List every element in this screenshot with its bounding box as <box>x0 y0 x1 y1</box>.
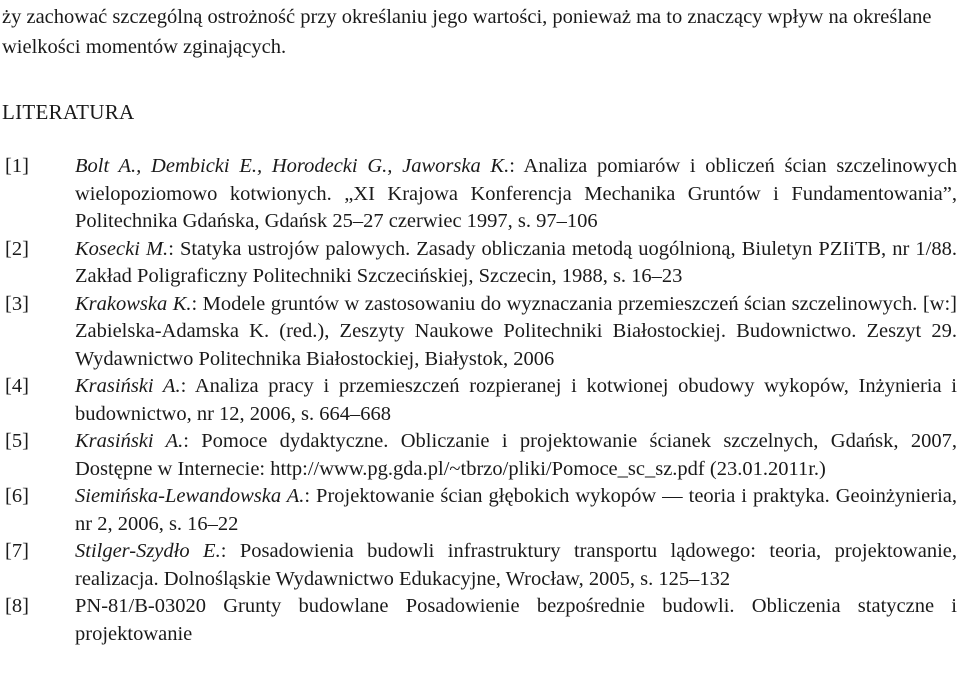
reference-item <box>2 483 957 538</box>
reference-author: Bolt A., Dembicki E., Horodecki G., Jaworska K. <box>75 155 510 177</box>
reference-item <box>2 428 957 483</box>
reference-item <box>2 236 957 291</box>
reference-text <box>75 373 957 428</box>
reference-number: [6] <box>5 485 29 507</box>
reference-text <box>75 291 957 374</box>
reference-item <box>2 373 957 428</box>
reference-text <box>75 428 957 483</box>
reference-item <box>2 593 957 648</box>
reference-author: Kosecki M. <box>75 237 169 260</box>
reference-text <box>75 153 957 236</box>
reference-details: : Projektowanie ścian głębokich wykopów — teoria i praktyka. Geoinżynieria, nr 2, 2006, s. 16–22 <box>75 485 957 535</box>
reference-number: [2] <box>5 237 29 260</box>
reference-text <box>75 236 957 291</box>
intro-paragraph: ży zachować szczególną ostrożność przy określaniu jego wartości, ponieważ ma to znaczący wpływ na określane wielkości momentów zginających. <box>2 6 932 58</box>
reference-details: : Pomoce dydaktyczne. Obliczanie i projektowanie ścianek szczelnych, Gdańsk, 2007, Dostępne w Internecie: http://www.pg.gda.pl/~tbrzo/pliki/Pomoce_sc_sz.pdf (23.01.2011r.) <box>75 430 957 480</box>
reference-details: PN-81/B-03020 Grunty budowlane Posadowienie bezpośrednie budowli. Obliczenia statyczne i projektowanie <box>75 595 957 645</box>
reference-item <box>2 291 957 374</box>
reference-author: Stilger-Szydło E. <box>75 540 221 562</box>
reference-text <box>75 483 957 538</box>
reference-number: [5] <box>5 430 29 452</box>
references-list <box>2 153 957 648</box>
reference-details: : Analiza pomiarów i obliczeń ścian szczelinowych wielopoziomowo kotwionych. „XI Krajowa Konferencja Mechanika Gruntów i Fundamentowania”, Politechnika Gdańska, Gdańsk 25–27 czerwiec 1997, s. 97–106 <box>75 155 957 232</box>
reference-item <box>2 538 957 593</box>
reference-author: Siemińska-Lewandowska A. <box>75 485 305 507</box>
reference-author: Krakowska K. <box>75 292 192 315</box>
reference-details: : Posadowienia budowli infrastruktury transportu lądowego: teoria, projektowanie, realizacja. Dolnośląskie Wydawnictwo Edukacyjne, Wrocław, 2005, s. 125–132 <box>75 540 957 590</box>
reference-number: [7] <box>5 540 29 562</box>
reference-text <box>75 593 957 648</box>
references-heading: LITERATURA <box>2 100 135 124</box>
reference-details: : Analiza pracy i przemieszczeń rozpieranej i kotwionej obudowy wykopów, Inżynieria i budownictwo, nr 12, 2006, s. 664–668 <box>75 375 957 425</box>
reference-author: Krasiński A. <box>75 430 184 452</box>
reference-number: [4] <box>5 375 29 397</box>
reference-details: : Statyka ustrojów palowych. Zasady obliczania metodą uogólnioną, Biuletyn PZIiTB, nr 1/88. Zakład Poligraficzny Politechniki Szczecińskiej, Szczecin, 1988, s. 16–23 <box>75 237 957 287</box>
reference-details: : Modele gruntów w zastosowaniu do wyznaczania przemieszczeń ścian szczelinowych. [w:] Zabielska-Adamska K. (red.), Zeszyty Naukowe Politechniki Białostockiej. Budownictwo. Zeszyt 29. Wydawnictwo Politechnika Białostockiej, Białystok, 2006 <box>75 292 957 370</box>
reference-number: [3] <box>5 292 29 315</box>
reference-number: [1] <box>5 155 29 177</box>
reference-text <box>75 538 957 593</box>
reference-item <box>2 153 957 236</box>
reference-number: [8] <box>5 595 29 617</box>
reference-author: Krasiński A. <box>75 375 181 397</box>
